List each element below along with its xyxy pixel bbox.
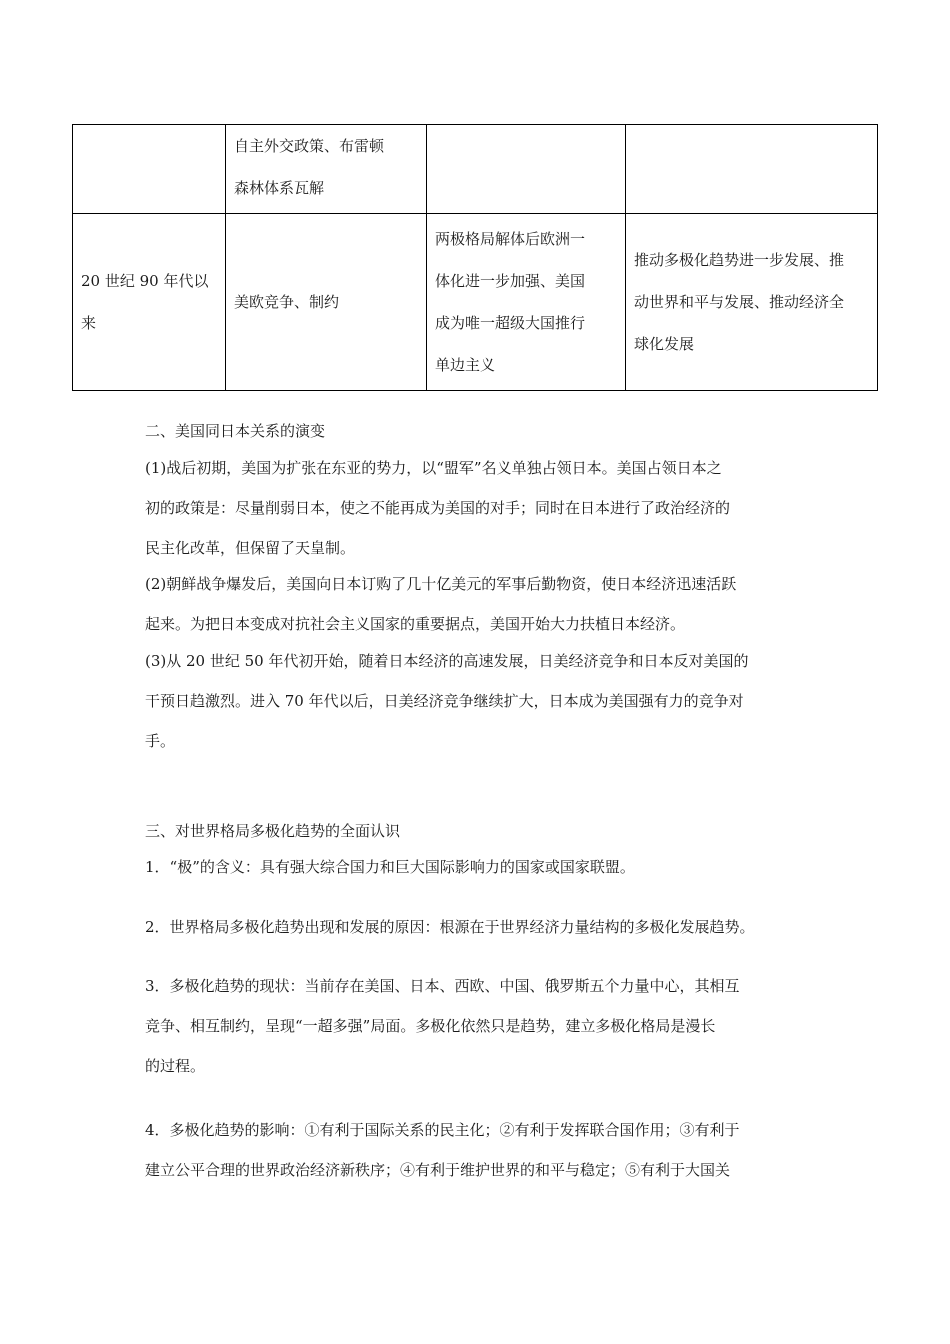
cell-line: 自主外交政策、布雷顿 (234, 137, 385, 155)
text-line: 民主化改革，但保留了天皇制。 (145, 539, 356, 557)
text-line: (1)战后初期，美国为扩张在东亚的势力，以“盟军”名义单独占领日本。美国占领日本之 (145, 459, 722, 477)
cell-line: 动世界和平与发展、推动经济全 (634, 293, 845, 311)
paragraph-korean-war (145, 564, 825, 644)
table-row (73, 214, 878, 391)
text-line: 手。 (145, 732, 176, 750)
list-item-impact (145, 1110, 825, 1190)
table-cell-period (73, 214, 226, 391)
table-cell-impact (626, 125, 878, 214)
text-line: 4．多极化趋势的影响：①有利于国际关系的民主化；②有利于发挥联合国作用；③有利于 (145, 1121, 740, 1139)
cell-line: 推动多极化趋势进一步发展、推 (634, 251, 845, 269)
text-line: 1．“极”的含义：具有强大综合国力和巨大国际影响力的国家或国家联盟。 (145, 858, 635, 876)
cell-line: 成为唯一超级大国推行 (435, 314, 586, 332)
section-heading: 三、对世界格局多极化趋势的全面认识 (145, 822, 401, 840)
cell-line: 体化进一步加强、美国 (435, 272, 586, 290)
section-heading: 二、美国同日本关系的演变 (145, 422, 326, 440)
text-line: 3．多极化趋势的现状：当前存在美国、日本、西欧、中国、俄罗斯五个力量中心，其相互 (145, 977, 740, 995)
text-line: (3)从 20 世纪 50 年代初开始，随着日本经济的高速发展，日美经济竞争和日本反对美国的 (145, 652, 749, 670)
table-cell-reason (427, 125, 626, 214)
paragraph-1950s (145, 641, 825, 761)
text-line: 起来。为把日本变成对抗社会主义国家的重要据点，美国开始大力扶植日本经济。 (145, 615, 686, 633)
list-item-meaning (145, 847, 825, 887)
section-multipolar-heading (145, 819, 825, 843)
text-line: 建立公平合理的世界政治经济新秩序；④有利于维护世界的和平与稳定；⑤有利于大国关 (145, 1161, 731, 1179)
table-cell-reason (427, 214, 626, 391)
table-cell-period (73, 125, 226, 214)
relations-table (72, 124, 878, 391)
table-row (73, 125, 878, 214)
text-line: 初的政策是：尽量削弱日本，使之不能再成为美国的对手；同时在日本进行了政治经济的 (145, 499, 731, 517)
text-line: 的过程。 (145, 1057, 206, 1075)
cell-line: 森林体系瓦解 (234, 179, 325, 197)
cell-line: 两极格局解体后欧洲一 (435, 230, 586, 248)
table-cell-impact (626, 214, 878, 391)
cell-line: 来 (81, 314, 97, 332)
list-item-status (145, 966, 825, 1086)
list-item-cause (145, 907, 825, 947)
cell-line: 球化发展 (634, 335, 695, 353)
text-line: 干预日趋激烈。进入 70 年代以后，日美经济竞争继续扩大，日本成为美国强有力的竞争对 (145, 692, 744, 710)
section-us-japan-heading (145, 419, 825, 443)
table-cell-policy (226, 125, 427, 214)
table-cell-policy: 美欧竞争、制约 (226, 214, 427, 391)
text-line: (2)朝鲜战争爆发后，美国向日本订购了几十亿美元的军事后勤物资，使日本经济迅速活跃 (145, 575, 737, 593)
cell-line: 20 世纪 90 年代以 (81, 272, 209, 290)
text-line: 竞争、相互制约，呈现“一超多强”局面。多极化依然只是趋势，建立多极化格局是漫长 (145, 1017, 716, 1035)
text-line: 2．世界格局多极化趋势出现和发展的原因：根源在于世界经济力量结构的多极化发展趋势。 (145, 918, 755, 936)
paragraph-postwar (145, 448, 825, 568)
cell-line: 单边主义 (435, 356, 496, 374)
